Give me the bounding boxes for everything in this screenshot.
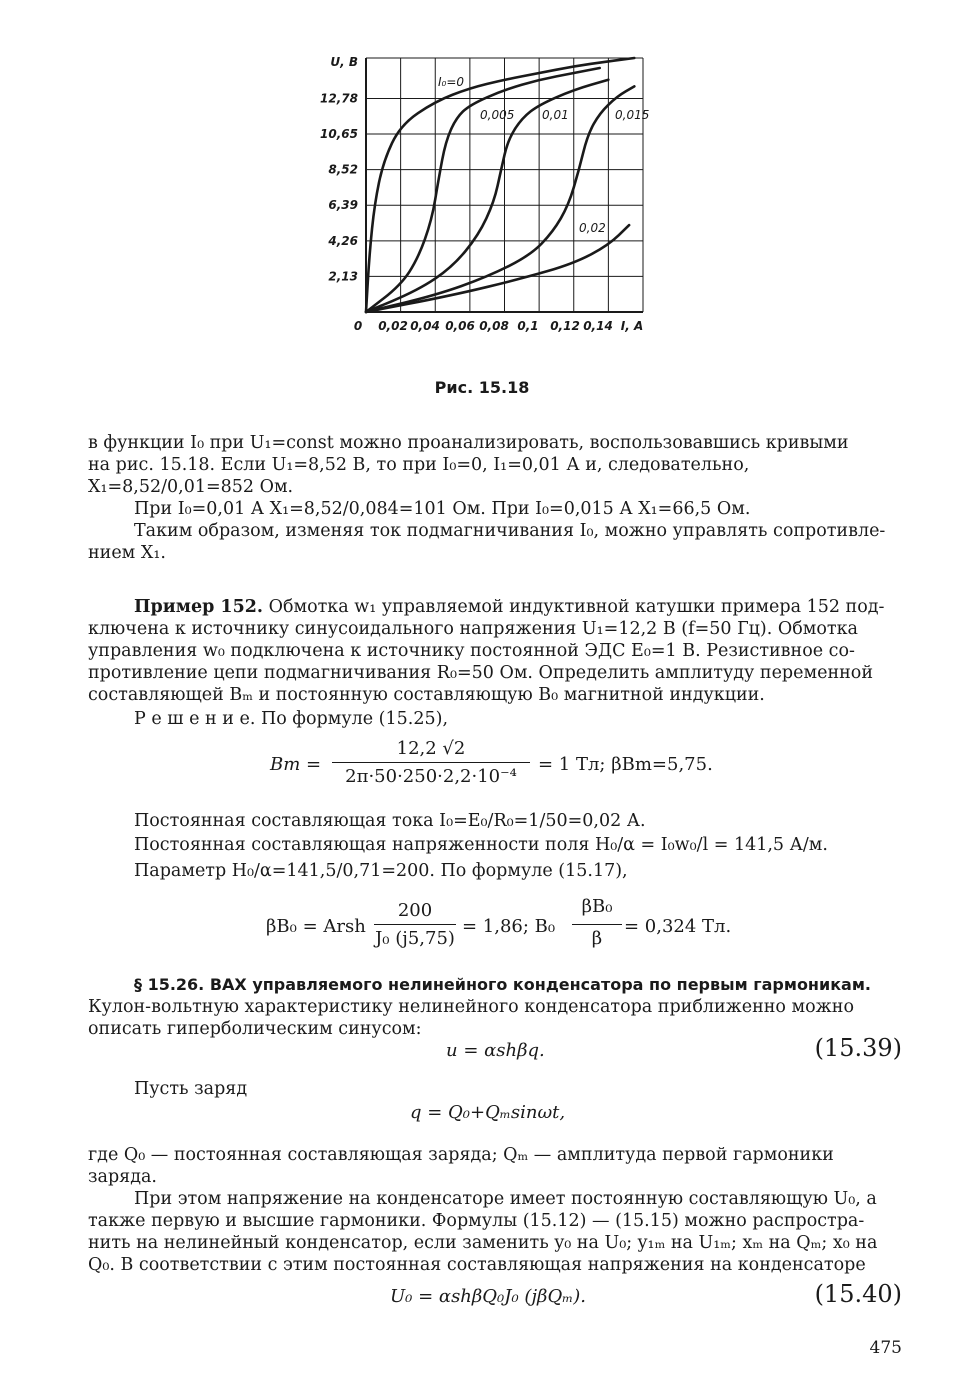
y-tick-label: 8,52 (328, 162, 358, 177)
text-line: где Q₀ — постоянная составляющая заряда; Qₘ — амплитуда первой гармоники (88, 1145, 834, 1165)
eq-mid: = 1,86; B₀ (462, 916, 556, 937)
text-line: заряда. (88, 1167, 157, 1187)
eq-numerator-2: βB₀ (581, 896, 613, 917)
eq-rhs: = 0,324 Тл. (624, 916, 732, 937)
text-line: в функции I₀ при U₁=const можно проанализировать, воспользовавшись кривыми (88, 433, 849, 453)
curve-label: 0,015 (615, 108, 650, 122)
text-line: ключена к источнику синусоидального напряжения U₁=12,2 В (f=50 Гц). Обмотка (88, 619, 858, 639)
y-tick-label: 2,13 (328, 269, 358, 284)
text-line: Постоянная составляющая напряженности поля H₀/α = I₀w₀/l = 141,5 А/м. (134, 835, 828, 855)
solution-line: Р е ш е н и е. По формуле (15.25), (134, 709, 449, 729)
fraction-bar (332, 762, 530, 763)
series-line (366, 225, 629, 312)
text-line: на рис. 15.18. Если U₁=8,52 В, то при I₀=0, I₁=0,01 А и, следовательно, (88, 455, 750, 475)
y-tick-label: 4,26 (328, 233, 358, 248)
y-tick-label: 10,65 (320, 127, 358, 142)
x-tick-label: 0,04 (410, 319, 440, 333)
fraction-bar (374, 924, 456, 925)
eq-denominator-2: β (591, 928, 603, 949)
paragraph-2: При I₀=0,01 А X₁=8,52/0,084=101 Ом. При I₀=0,015 А X₁=66,5 Ом. (134, 499, 751, 519)
x-tick-label: 0,02 (378, 319, 408, 333)
text-line: нить на нелинейный конденсатор, если заменить y₀ на U₀; y₁ₘ на U₁ₘ; xₘ на Qₘ; x₀ на (88, 1233, 878, 1253)
figure-caption: Рис. 15.18 (434, 378, 530, 397)
paragraph-final (88, 1188, 903, 1276)
series-line (366, 58, 634, 312)
paragraph-where (88, 1144, 903, 1188)
text-line: X₁=8,52/0,01=852 Ом. (88, 477, 294, 497)
text-line: противление цепи подмагничивания R₀=50 Ом. Определить амплитуду переменной (88, 663, 873, 683)
text-line: описать гиперболическим синусом: (88, 1019, 422, 1039)
example-title: Пример 152. (134, 597, 264, 617)
x-tick-label: 0,12 (550, 319, 580, 333)
text-line: Таким образом, изменяя ток подмагничивания I₀, можно управлять сопротивле- (134, 521, 886, 541)
eq-numerator: 200 (397, 900, 433, 921)
x-tick-label: 0,1 (517, 319, 539, 333)
eq-lhs: βB₀ = Arsh (266, 916, 366, 937)
eq-lhs: Bm = (270, 754, 322, 775)
text-line: Параметр H₀/α=141,5/0,71=200. По формуле (15.17), (134, 861, 628, 881)
text-line: также первую и высшие гармоники. Формулы (15.12) — (15.15) можно распростра- (88, 1211, 865, 1231)
x-tick-label: 0,06 (445, 319, 475, 333)
text-line: Обмотка w₁ управляемой индуктивной катушки примера 152 под- (263, 597, 885, 617)
eq-numerator: 12,2 √2 (396, 738, 466, 759)
text-line: управления w₀ подключена к источнику постоянной ЭДС E₀=1 В. Резистивное со- (88, 641, 855, 661)
text-line: Кулон-вольтную характеристику нелинейного конденсатора приближенно можно (88, 997, 854, 1017)
eq-denominator: J₀ (j5,75) (375, 928, 455, 949)
eq-rhs: = 1 Тл; βBm=5,75. (538, 754, 713, 775)
x-tick-label: 0,08 (479, 319, 509, 333)
curve-label: 0,02 (579, 221, 606, 235)
page-number: 475 (869, 1338, 902, 1358)
paragraph-1 (88, 432, 903, 498)
eq-denominator: 2π·50·250·2,2·10⁻⁴ (345, 766, 517, 787)
text-line: Q₀. В соответствии с этим постоянная составляющая напряжения на конденсаторе (88, 1255, 866, 1275)
x-tick-label: 0,14 (583, 319, 613, 333)
curve-label: I₀=0 (438, 75, 465, 89)
figure-chart (300, 40, 680, 360)
section-15-26 (88, 974, 903, 1040)
section-title: § 15.26. ВАХ управляемого нелинейного конденсатора по первым гармоникам. (134, 975, 872, 994)
curve-label: 0,01 (542, 108, 569, 122)
equation-number: (15.40) (814, 1280, 902, 1308)
example-152 (88, 596, 903, 706)
y-tick-label: 12,78 (320, 91, 358, 106)
equation-q: q = Q₀+Qₘsinωt, (410, 1102, 566, 1123)
equation-u0: U₀ = αshβQ₀J₀ (jβQₘ). (390, 1286, 586, 1307)
text-line: Пусть заряд (134, 1079, 248, 1099)
text-line: нием X₁. (88, 543, 166, 563)
text-line: Постоянная составляющая тока I₀=E₀/R₀=1/50=0,02 А. (134, 811, 646, 831)
fraction-bar (572, 924, 622, 925)
y-tick-label: U, B (330, 55, 358, 69)
equation-u: u = αshβq. (446, 1040, 545, 1061)
equation-number: (15.39) (814, 1034, 902, 1062)
y-tick-label: 6,39 (328, 198, 358, 213)
text-line: При этом напряжение на конденсаторе имеет постоянную составляющую U₀, а (134, 1189, 877, 1209)
x-tick-label: I, A (620, 319, 644, 333)
curve-label: 0,005 (480, 108, 515, 122)
x-tick-label: 0 (353, 319, 363, 333)
text-line: составляющей Bₘ и постоянную составляющую B₀ магнитной индукции. (88, 685, 765, 705)
paragraph-3 (88, 520, 903, 564)
